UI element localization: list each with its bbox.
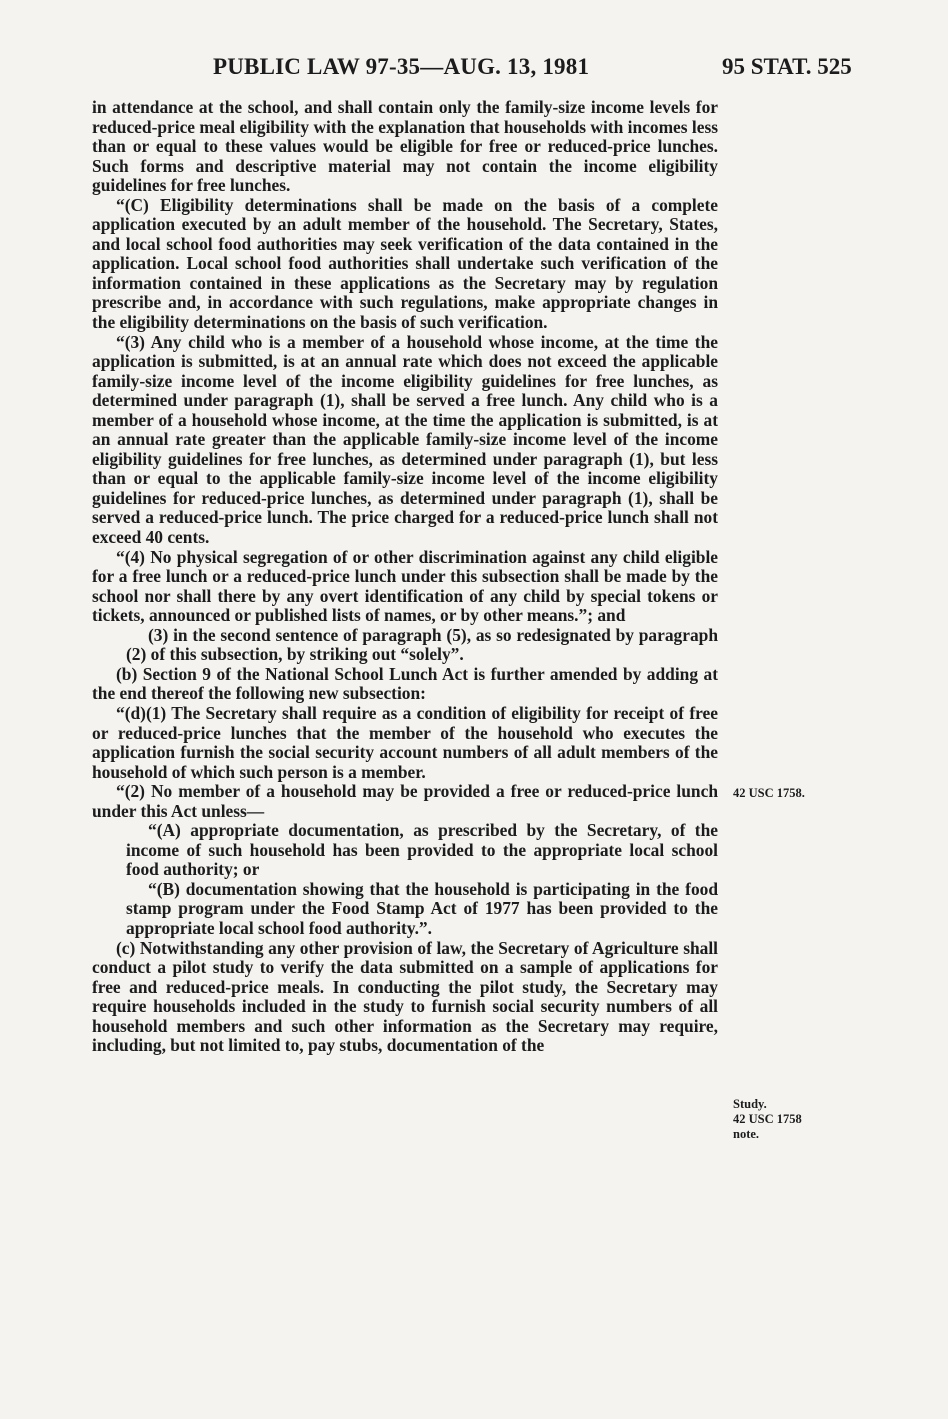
study-label: Study. <box>733 1097 767 1111</box>
paragraph-a-income: “(A) appropriate documentation, as prescribed by the Secretary, of the income of such household has been provided to the appropriate local school food authority; or <box>126 820 718 880</box>
paragraph-continuation: in attendance at the school, and shall contain only the family-size income levels for reduced-price meal eligibility with the explanation that households with incomes less than or equal to these values would be eligible for free or reduced-price lunches. Such forms and descriptive material may not contain the income eligibility guidelines for free lunches. <box>92 97 718 196</box>
paragraph-c-eligibility: “(C) Eligibility determinations shall be made on the basis of a complete application executed by an adult member of the household. The Secretary, States, and local school food authorities may seek verification of the data contained in the application. Local school food authorities shall undertake such verification of the information contained in these applications as the Secretary may by regulation prescribe and, in accordance with such regulations, make appropriate changes in the eligibility determinations on the basis of such verification. <box>92 194 718 333</box>
paragraph-b-food-stamp: “(B) documentation showing that the household is participating in the food stamp program under the Food Stamp Act of 1977 has been provided to the appropriate local school food authority.”. <box>126 878 718 938</box>
margin-note-usc-1758: 42 USC 1758. <box>733 786 805 800</box>
paragraph-3-solely: (3) in the second sentence of paragraph (5), as so redesignated by paragraph (2) of this subsection, by striking out “solely”. <box>126 624 718 665</box>
paragraph-2-documentation: “(2) No member of a household may be provided a free or reduced-price lunch under this Act unless— <box>92 781 718 821</box>
law-title: PUBLIC LAW 97-35—AUG. 13, 1981 <box>213 54 590 79</box>
paragraph-b-section9: (b) Section 9 of the National School Lunch Act is further amended by adding at the end thereof the following new subsection: <box>92 663 718 704</box>
paragraph-c-pilot-study: (c) Notwithstanding any other provision of law, the Secretary of Agriculture shall conduct a pilot study to verify the data submitted on a sample of applications for free and reduced-price meals. In conducting the pilot study, the Secretary may require households included in the study to furnish social security numbers of all household members and such other information as the Secretary may require, including, but not limited to, pay stubs, documentation of the <box>92 937 718 1056</box>
paragraph-4-discrimination: “(4) No physical segregation of or other discrimination against any child eligible for a free lunch or a reduced-price lunch under this subsection shall be made by the school nor shall there by any overt identification of any child by special tokens or tickets, announced or published lists of names, or by other means.”; and <box>92 546 718 626</box>
study-citation: 42 USC 1758 <box>733 1112 802 1126</box>
margin-note-study <box>733 1097 853 1142</box>
study-note: note. <box>733 1127 760 1141</box>
paragraph-d1-ssn: “(d)(1) The Secretary shall require as a condition of eligibility for receipt of free or reduced-price lunches that the member of the household who executes the application furnish the social security account numbers of all adult members of the household of which such person is a member. <box>92 702 718 782</box>
stat-page-number: 95 STAT. 525 <box>722 54 852 79</box>
paragraph-3-free-lunch: “(3) Any child who is a member of a household whose income, at the time the application is submitted, is at an annual rate which does not exceed the applicable family-size income level of the income eligibility guidelines for free lunches, as determined under paragraph (1), shall be served a free lunch. Any child who is a member of a household whose income, at the time the application is submitted, is at an annual rate greater than the applicable family-size income level of the income eligibility guidelines for free lunches, as determined under paragraph (1), but less than or equal to the applicable family-size income level of the income eligibility guidelines for reduced-price lunches, as determined under paragraph (1), shall be served a reduced-price lunch. The price charged for a reduced-price lunch shall not exceed 40 cents. <box>92 331 718 548</box>
body-text <box>92 98 718 1056</box>
running-head <box>0 54 948 88</box>
